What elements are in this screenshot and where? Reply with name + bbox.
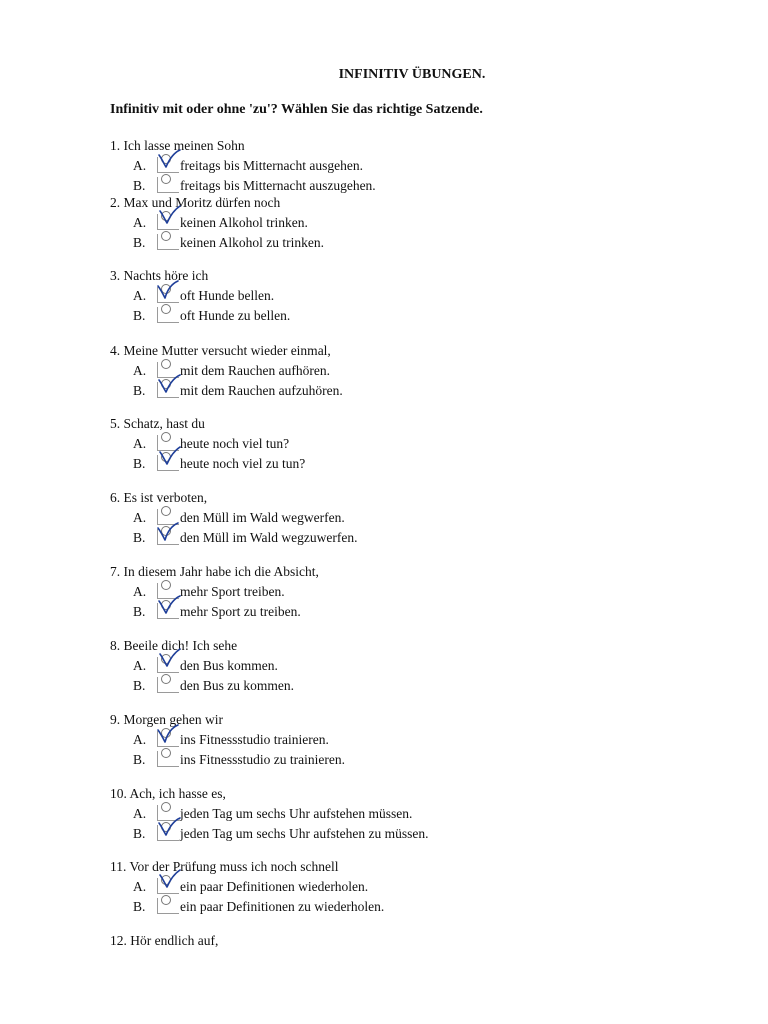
option-a[interactable] [110,434,710,454]
checked-box-icon[interactable] [157,731,179,747]
radio-circle-icon [161,359,171,369]
option-text: ein paar Definitionen zu wiederholen. [180,899,385,914]
question-text: 12. Hör endlich auf, [110,933,219,948]
checked-box-icon[interactable] [157,382,179,398]
option-text: jeden Tag um sechs Uhr aufstehen müssen. [180,806,413,821]
option-a[interactable] [110,730,710,750]
handwritten-checkmark-icon [156,870,182,894]
option-text: keinen Alkohol zu trinken. [180,235,324,250]
option-text: mehr Sport zu treiben. [180,604,301,619]
radio-circle-icon [161,748,171,758]
question-10 [110,784,710,844]
question-text: 2. Max und Moritz dürfen noch [110,195,281,210]
checked-box-icon[interactable] [157,825,179,841]
checked-box-icon[interactable] [157,603,179,619]
radio-circle-icon [161,674,171,684]
radio-icon[interactable] [157,751,179,767]
option-text: den Müll im Wald wegzuwerfen. [180,530,358,545]
option-letter: B. [133,456,146,471]
handwritten-checkmark-icon [156,817,182,841]
option-text: freitags bis Mitternacht ausgehen. [180,158,363,173]
option-text: den Müll im Wald wegwerfen. [180,510,345,525]
option-letter: A. [133,879,147,894]
handwritten-checkmark-icon [156,521,182,545]
option-text: heute noch viel zu tun? [180,456,306,471]
option-text: ins Fitnessstudio zu trainieren. [180,752,345,767]
radio-circle-icon [161,304,171,314]
question-text: 7. In diesem Jahr habe ich die Absicht, [110,564,319,579]
option-letter: B. [133,178,146,193]
option-a[interactable] [110,877,710,897]
option-b[interactable] [110,602,710,622]
option-letter: B. [133,235,146,250]
question-text: 11. Vor der Prüfung muss ich noch schnell [110,859,339,874]
option-letter: B. [133,530,146,545]
option-text: mit dem Rauchen aufhören. [180,363,330,378]
radio-circle-icon [161,506,171,516]
radio-circle-icon [161,174,171,184]
radio-circle-icon [161,432,171,442]
option-text: den Bus kommen. [180,658,278,673]
option-text: oft Hunde zu bellen. [180,308,291,323]
option-a[interactable] [110,804,710,824]
option-text: jeden Tag um sechs Uhr aufstehen zu müssen. [180,826,429,841]
radio-circle-icon [161,895,171,905]
page-title: INFINITIV ÜBUNGEN. [338,67,486,82]
question-4 [110,341,710,401]
checked-box-icon[interactable] [157,529,179,545]
radio-circle-icon [161,802,171,812]
option-b[interactable] [110,233,710,253]
option-letter: A. [133,658,147,673]
handwritten-checkmark-icon [156,149,182,173]
option-a[interactable] [110,582,710,602]
option-letter: A. [133,510,147,525]
checked-box-icon[interactable] [157,214,179,230]
option-b[interactable] [110,676,710,696]
option-letter: A. [133,158,147,173]
checked-box-icon[interactable] [157,157,179,173]
option-b[interactable] [110,528,710,548]
option-text: oft Hunde bellen. [180,288,275,303]
option-letter: A. [133,806,147,821]
option-b[interactable] [110,306,710,326]
option-letter: A. [133,732,147,747]
question-3 [110,266,710,326]
question-1 [110,136,710,196]
option-a[interactable] [110,508,710,528]
option-b[interactable] [110,381,710,401]
radio-circle-icon [161,580,171,590]
handwritten-checkmark-icon [156,374,182,398]
option-a[interactable] [110,156,710,176]
option-a[interactable] [110,213,710,233]
radio-icon[interactable] [157,234,179,250]
checked-box-icon[interactable] [157,455,179,471]
question-text: 10. Ach, ich hasse es, [110,786,226,801]
checked-box-icon[interactable] [157,287,179,303]
option-a[interactable] [110,286,710,306]
option-b[interactable] [110,750,710,770]
question-text: 8. Beeile dich! Ich sehe [110,638,238,653]
question-7 [110,562,710,622]
option-letter: B. [133,383,146,398]
option-b[interactable] [110,897,710,917]
handwritten-checkmark-icon [156,595,182,619]
checked-box-icon[interactable] [157,878,179,894]
handwritten-checkmark-icon [156,723,182,747]
question-text: 1. Ich lasse meinen Sohn [110,138,245,153]
question-text: 3. Nachts höre ich [110,268,209,283]
option-letter: A. [133,584,147,599]
question-9 [110,710,710,770]
question-2 [110,193,710,253]
option-letter: B. [133,826,146,841]
radio-circle-icon [161,231,171,241]
question-12 [110,931,710,951]
option-a[interactable] [110,656,710,676]
option-letter: B. [133,899,146,914]
radio-icon[interactable] [157,677,179,693]
option-letter: B. [133,604,146,619]
question-11 [110,857,710,917]
handwritten-checkmark-icon [156,206,182,230]
option-text: ein paar Definitionen wiederholen. [180,879,369,894]
question-text: 5. Schatz, hast du [110,416,205,431]
option-text: den Bus zu kommen. [180,678,294,693]
option-b[interactable] [110,454,710,474]
question-text: 6. Es ist verboten, [110,490,208,505]
option-text: heute noch viel tun? [180,436,290,451]
option-text: ins Fitnessstudio trainieren. [180,732,329,747]
question-5 [110,414,710,474]
question-text: 9. Morgen gehen wir [110,712,223,727]
radio-icon[interactable] [157,177,179,193]
option-text: mehr Sport treiben. [180,584,285,599]
option-letter: A. [133,215,147,230]
option-text: mit dem Rauchen aufzuhören. [180,383,343,398]
handwritten-checkmark-icon [156,447,182,471]
option-a[interactable] [110,361,710,381]
option-letter: A. [133,436,147,451]
option-letter: B. [133,308,146,323]
option-text: freitags bis Mitternacht auszugehen. [180,178,376,193]
checked-box-icon[interactable] [157,657,179,673]
radio-icon[interactable] [157,898,179,914]
option-letter: A. [133,363,147,378]
option-text: keinen Alkohol trinken. [180,215,308,230]
instruction-text: Infinitiv mit oder ohne 'zu'? Wählen Sie das richtige Satzende. [110,102,483,117]
handwritten-checkmark-icon [156,649,182,673]
question-6 [110,488,710,548]
option-letter: B. [133,678,146,693]
option-letter: B. [133,752,146,767]
radio-icon[interactable] [157,307,179,323]
option-b[interactable] [110,824,710,844]
option-letter: A. [133,288,147,303]
question-8 [110,636,710,696]
handwritten-checkmark-icon [156,279,182,303]
question-text: 4. Meine Mutter versucht wieder einmal, [110,343,331,358]
